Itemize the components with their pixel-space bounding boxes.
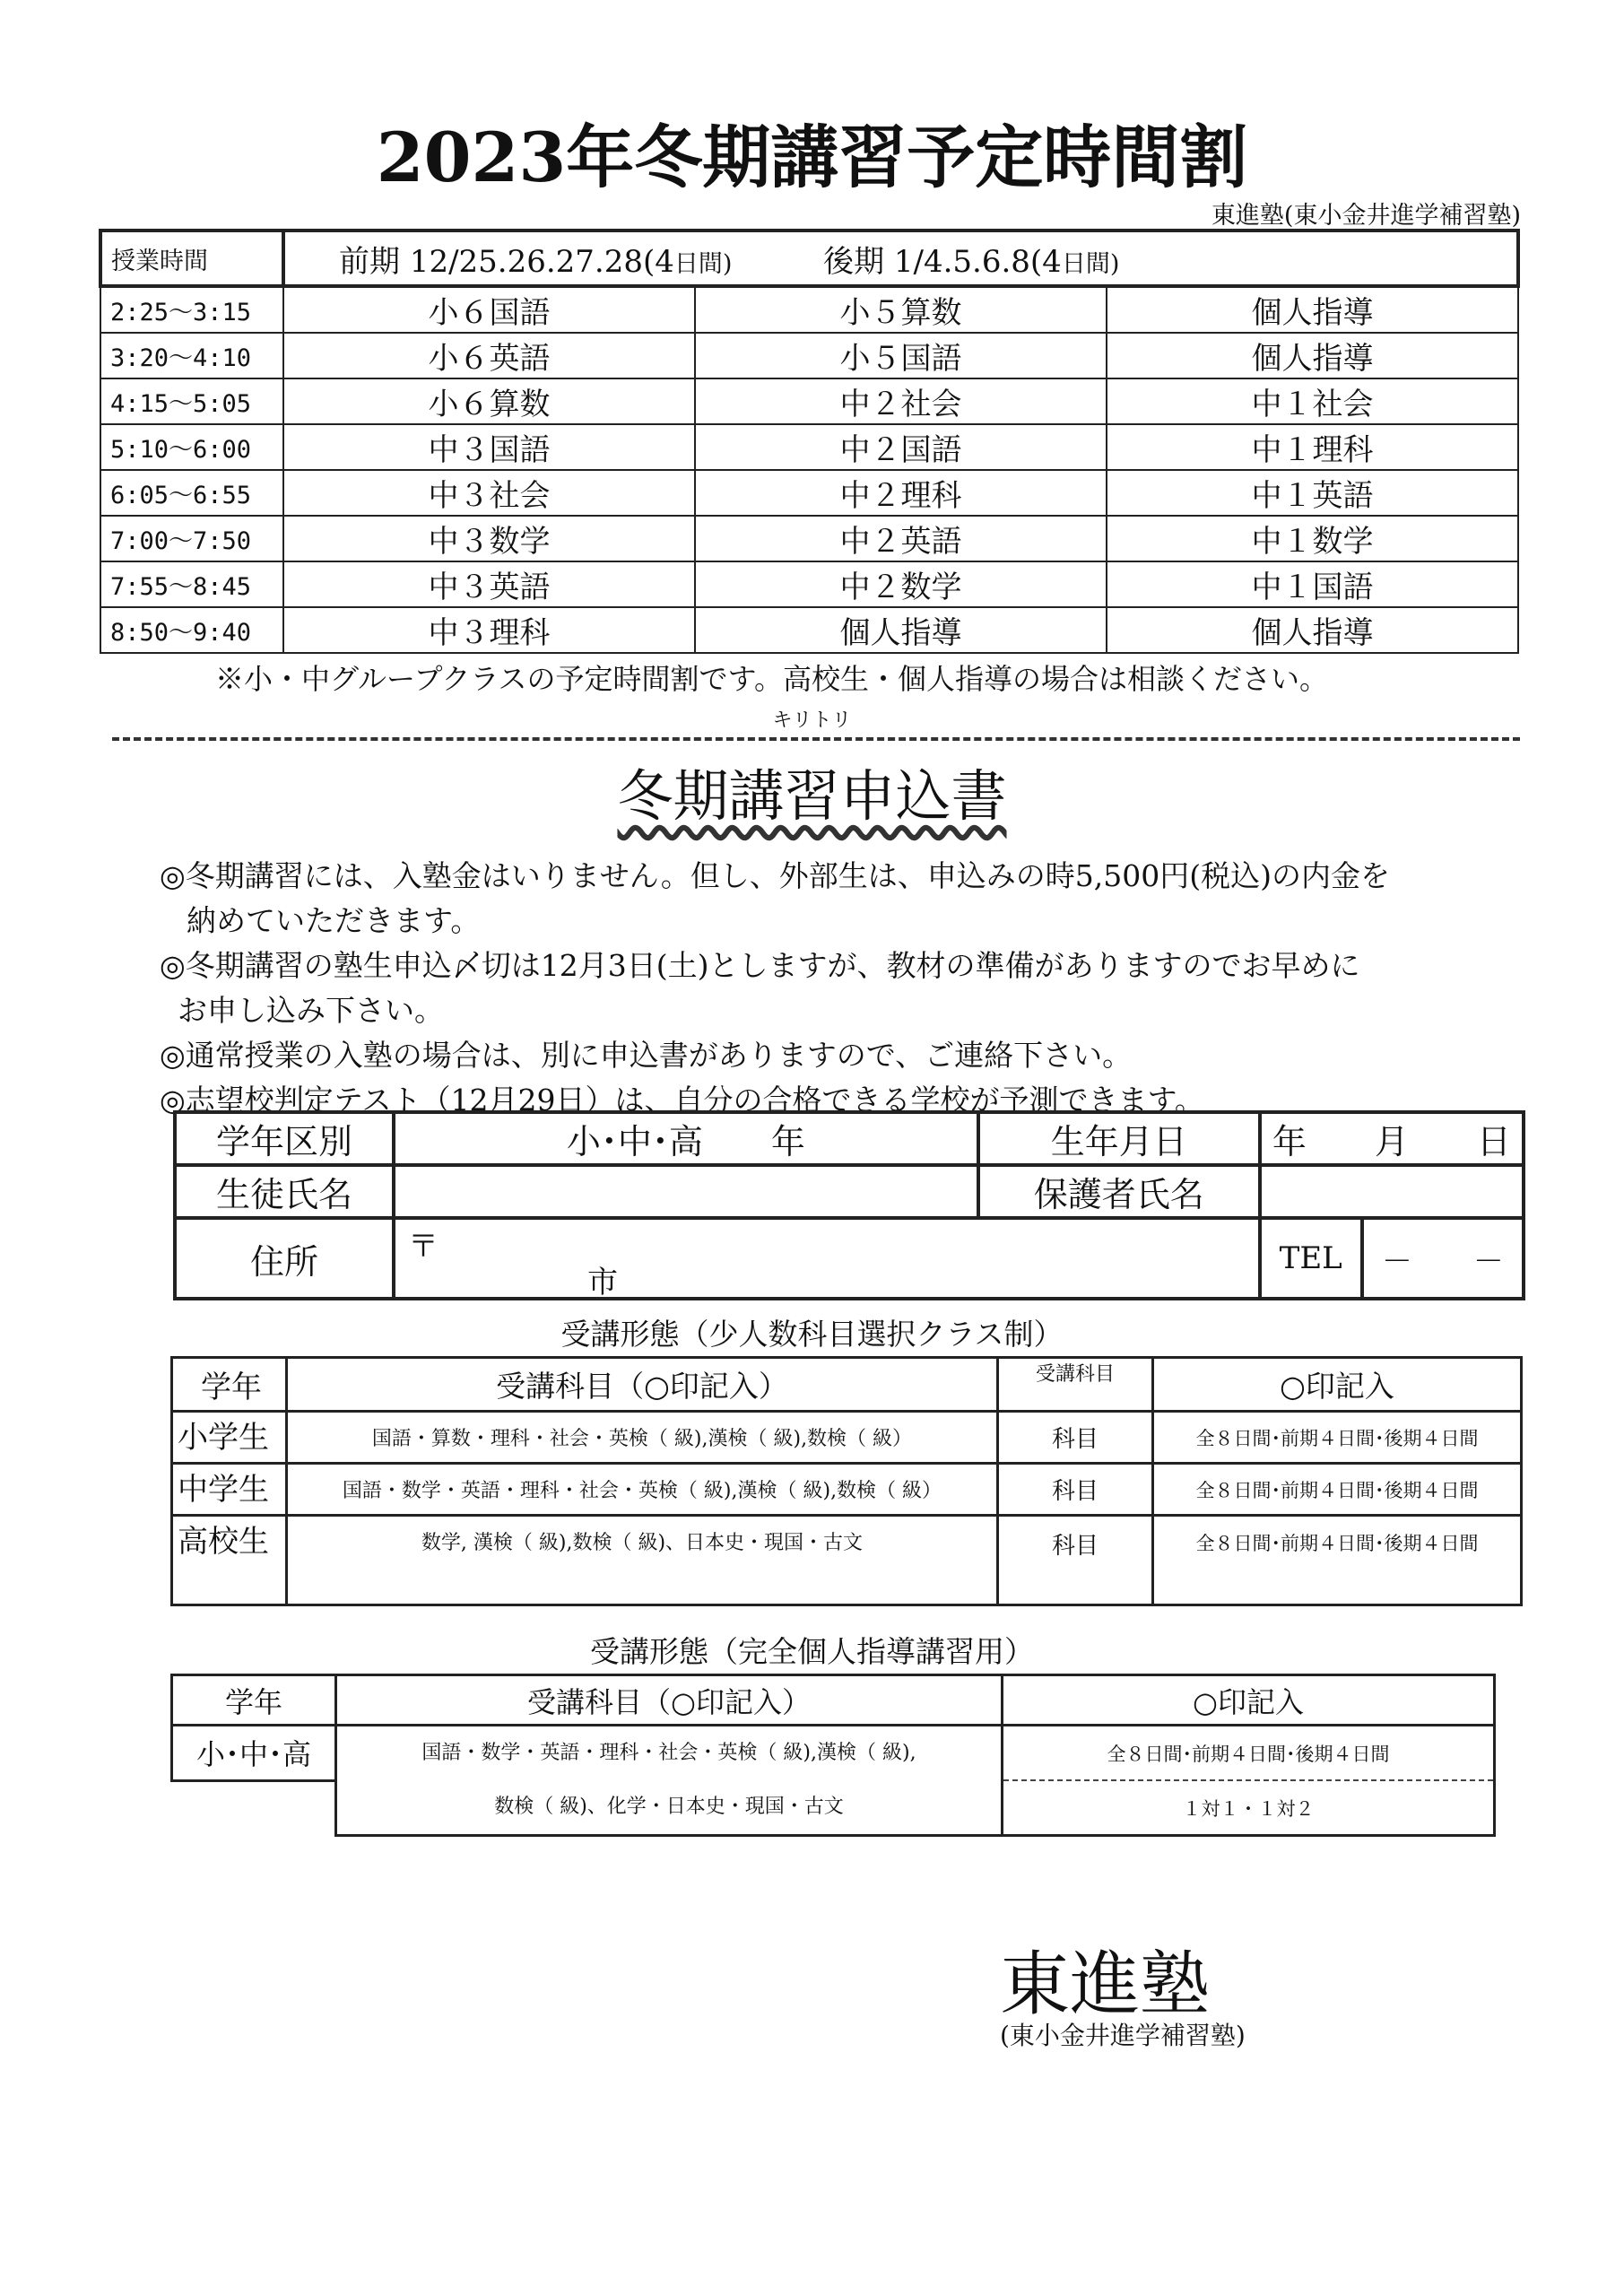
grade-cell: 小･中･高 — [172, 1726, 336, 1781]
option-cell[interactable]: １対１・１対２ — [1003, 1780, 1495, 1836]
note-line: ◎冬期講習の塾生申込〆切は12月3日(土)としますが、教材の準備がありますのでお早めに — [160, 948, 1360, 983]
individual-class-table — [170, 1674, 1496, 1837]
class-cell: 中２理科 — [695, 470, 1107, 516]
school-signature: 東進塾 — [1000, 1944, 1211, 2025]
class-cell: 小６国語 — [283, 286, 695, 333]
class-cell: 中２社会 — [695, 378, 1107, 424]
form-title-text: 冬期講習申込書 — [617, 763, 1007, 829]
subjects-header: 受講科目（○印記入） — [287, 1358, 998, 1412]
mark-header: ○印記入 — [1153, 1358, 1522, 1412]
time-cell: 5:10〜6:00 — [100, 424, 283, 470]
address-field[interactable] — [394, 1218, 1260, 1299]
class-cell: 小６算数 — [283, 378, 695, 424]
subjects-cell[interactable] — [336, 1726, 1003, 1836]
class-cell: 個人指導 — [1107, 286, 1518, 333]
cut-line — [112, 737, 1520, 741]
tel-label: TEL — [1260, 1218, 1362, 1299]
school-name-top: 東進塾(東小金井進学補習塾) — [1211, 202, 1521, 230]
group-class-table — [170, 1356, 1523, 1606]
subjects-line: 数検（ 級)、化学・日本史・現国・古文 — [494, 1796, 844, 1818]
address-label: 住所 — [175, 1218, 394, 1299]
school-signature-sub: (東小金井進学補習塾) — [1000, 2021, 1246, 2050]
note-line: ◎志望校判定テスト（12月29日）は、自分の合格できる学校が予測できます。 — [160, 1083, 1204, 1118]
class-cell: 中１数学 — [1107, 516, 1518, 561]
class-cell: 中１社会 — [1107, 378, 1518, 424]
schedule-note: ※小・中グループクラスの予定時間割です。高校生・個人指導の場合は相談ください。 — [215, 662, 1328, 696]
class-cell: 中２国語 — [695, 424, 1107, 470]
class-time-header: 授業時間 — [100, 230, 283, 286]
option-cell[interactable]: 全８日間･前期４日間･後期４日間 — [1153, 1516, 1522, 1605]
count-cell[interactable]: 科目 — [998, 1464, 1153, 1516]
table-row — [100, 607, 1518, 653]
table-row — [100, 561, 1518, 607]
class-cell: 中３英語 — [283, 561, 695, 607]
table-row — [100, 333, 1518, 378]
table-row — [175, 1218, 1524, 1299]
class-cell: 中３理科 — [283, 607, 695, 653]
note-line: 納めていただきます。 — [187, 903, 481, 938]
class-cell: 中１英語 — [1107, 470, 1518, 516]
class-cell: 中１国語 — [1107, 561, 1518, 607]
birthdate-label: 生年月日 — [978, 1112, 1260, 1165]
group-section-title: 受講形態（少人数科目選択クラス制） — [560, 1317, 1064, 1352]
table-row — [175, 1165, 1524, 1218]
student-name-field[interactable] — [394, 1165, 978, 1218]
applicant-table — [173, 1110, 1525, 1300]
class-cell: 中２数学 — [695, 561, 1107, 607]
table-row — [172, 1516, 1522, 1605]
second-period: 後期 1/4.5.6.8(4 — [823, 243, 1062, 280]
notes-block — [160, 854, 1390, 1123]
class-cell: 中３国語 — [283, 424, 695, 470]
table-row — [100, 470, 1518, 516]
grade-cell: 高校生 — [172, 1516, 287, 1605]
table-row — [175, 1112, 1524, 1165]
cut-label: キリトリ — [772, 709, 852, 732]
note-line: お申し込み下さい。 — [178, 993, 444, 1028]
table-row — [172, 1358, 1522, 1412]
count-cell[interactable]: 科目 — [998, 1412, 1153, 1464]
table-row — [172, 1464, 1522, 1516]
first-period: 前期 12/25.26.27.28(4 — [339, 243, 674, 280]
subjects-line: 国語・数学・英語・理科・社会・英検（ 級),漢検（ 級), — [421, 1742, 916, 1764]
schedule-header-row — [100, 230, 1518, 286]
period-header — [283, 230, 1518, 286]
table-row — [100, 424, 1518, 470]
class-cell: 中３数学 — [283, 516, 695, 561]
class-cell: 中１理科 — [1107, 424, 1518, 470]
time-cell: 8:50〜9:40 — [100, 607, 283, 653]
guardian-name-field[interactable] — [1260, 1165, 1524, 1218]
option-cell[interactable]: 全８日間･前期４日間･後期４日間 — [1003, 1726, 1495, 1781]
grade-cell: 中学生 — [172, 1464, 287, 1516]
time-cell: 7:55〜8:45 — [100, 561, 283, 607]
time-cell: 4:15〜5:05 — [100, 378, 283, 424]
student-name-label: 生徒氏名 — [175, 1165, 394, 1218]
subjects-cell[interactable]: 国語・算数・理科・社会・英検（ 級),漢検（ 級),数検（ 級） — [287, 1412, 998, 1464]
time-cell: 2:25〜3:15 — [100, 286, 283, 333]
first-period-unit: 日間) — [673, 249, 733, 278]
class-cell: 個人指導 — [1107, 333, 1518, 378]
option-cell[interactable]: 全８日間･前期４日間･後期４日間 — [1153, 1412, 1522, 1464]
grade-cell: 小学生 — [172, 1412, 287, 1464]
note-line: ◎通常授業の入塾の場合は、別に申込書がありますので、ご連絡下さい。 — [160, 1038, 1133, 1073]
schedule-table — [99, 229, 1520, 654]
subjects-cell[interactable]: 国語・数学・英語・理科・社会・英検（ 級),漢検（ 級),数検（ 級） — [287, 1464, 998, 1516]
subjects-header: 受講科目（○印記入） — [336, 1675, 1003, 1726]
table-row — [100, 516, 1518, 561]
tel-field[interactable]: － － — [1362, 1218, 1524, 1299]
birthdate-field[interactable]: 年 月 日 — [1260, 1112, 1524, 1165]
class-cell: 中３社会 — [283, 470, 695, 516]
grade-header: 学年 — [172, 1358, 287, 1412]
grade-header: 学年 — [172, 1675, 336, 1726]
table-row — [100, 378, 1518, 424]
class-cell: 個人指導 — [1107, 607, 1518, 653]
individual-section-title: 受講形態（完全個人指導講習用） — [590, 1634, 1034, 1669]
class-cell: 小５算数 — [695, 286, 1107, 333]
guardian-name-label: 保護者氏名 — [978, 1165, 1260, 1218]
count-cell[interactable]: 科目 — [998, 1516, 1153, 1605]
second-period-unit: 日間) — [1061, 249, 1120, 278]
table-row — [172, 1726, 1495, 1781]
grade-field[interactable]: 小･中･高 年 — [394, 1112, 978, 1165]
time-cell: 6:05〜6:55 — [100, 470, 283, 516]
count-header: 受講科目 — [998, 1358, 1153, 1412]
empty-cell — [172, 1780, 336, 1836]
table-row — [100, 286, 1518, 333]
postal-mark: 〒 — [408, 1229, 439, 1265]
class-cell: 小５国語 — [695, 333, 1107, 378]
table-row — [172, 1675, 1495, 1726]
option-cell[interactable]: 全８日間･前期４日間･後期４日間 — [1153, 1464, 1522, 1516]
table-row — [172, 1412, 1522, 1464]
class-cell: 中２英語 — [695, 516, 1107, 561]
class-cell: 個人指導 — [695, 607, 1107, 653]
class-cell: 小６英語 — [283, 333, 695, 378]
form-title — [0, 752, 1624, 831]
subjects-cell[interactable]: 数学, 漢検（ 級),数検（ 級)、日本史・現国・古文 — [287, 1516, 998, 1605]
page-title: 2023年冬期講習予定時間割 — [376, 117, 1248, 197]
grade-label: 学年区別 — [175, 1112, 394, 1165]
city-mark: 市 — [587, 1265, 618, 1300]
time-cell: 7:00〜7:50 — [100, 516, 283, 561]
note-line: ◎冬期講習には、入塾金はいりません。但し、外部生は、申込みの時5,500円(税込)の内金を — [160, 858, 1390, 893]
mark-header: ○印記入 — [1003, 1675, 1495, 1726]
time-cell: 3:20〜4:10 — [100, 333, 283, 378]
